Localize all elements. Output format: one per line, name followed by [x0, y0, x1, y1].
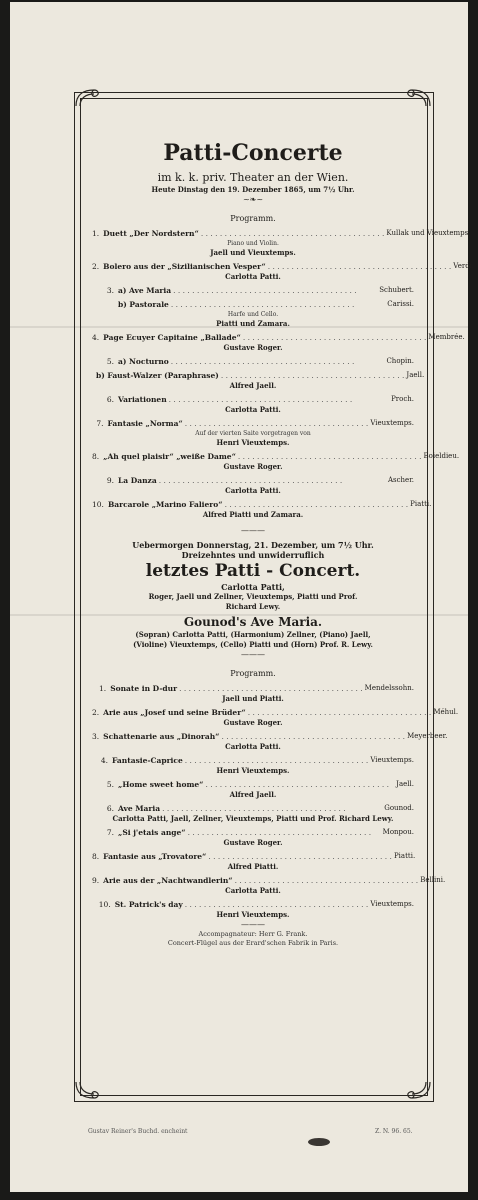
program-composer: Schubert. — [379, 286, 414, 294]
program-performers: Jaell und Vieuxtemps. — [210, 248, 296, 257]
corner-ornament-icon — [402, 86, 432, 110]
poster-content — [92, 140, 475, 948]
program-heading: Programm. — [230, 669, 276, 678]
program-composer: Méhul. — [433, 708, 459, 716]
program-performers: Gustave Roger. — [223, 838, 283, 847]
piano-note: Concert-Flügel aus der Erard'schen Fabrik in Paris. — [167, 939, 339, 947]
dot-leader: . . . . . . . . . . . . . . . . . . . . . . . . . . . . . . . . . . . . . . . — [184, 900, 369, 909]
program-performers: Gustave Roger. — [223, 718, 283, 727]
program-performers: Alfred Jaell. — [229, 790, 277, 799]
program-number: 1. — [99, 684, 107, 693]
program-composer: Boieldieu. — [423, 452, 460, 460]
program-number: 5. — [106, 780, 114, 789]
program-row — [92, 499, 432, 510]
program-list — [92, 683, 459, 920]
program-performers: Carlotta Patti, Jaell, Zellner, Vieuxtemps, Piatti und Prof. Richard Lewy. — [112, 814, 394, 823]
program-number: 8. — [92, 852, 100, 861]
program-row — [92, 332, 465, 343]
dot-leader: . . . . . . . . . . . . . . . . . . . . . . . . . . . . . . . . . . . . . . . — [158, 476, 343, 485]
program-number: 6. — [106, 395, 114, 404]
announcement-subtitle: Dreizehntes und unwiderruflich — [181, 550, 325, 560]
program-piece: Bolero aus der „Sizilianischen Vesper“ — [103, 262, 266, 271]
date-line: Heute Dinstag den 19. Dezember 1865, um 7½ Uhr. — [151, 185, 355, 194]
program-piece: Fantasie-Caprice — [112, 756, 183, 765]
program-performers: Alfred Piatti und Zamara. — [202, 510, 304, 519]
program-composer: Ascher. — [387, 476, 414, 484]
program-list — [92, 228, 475, 520]
cast-line: (Sopran) Carlotta Patti, (Harmonium) Zellner, (Piano) Jaell, — [135, 630, 371, 639]
dot-leader: . . . . . . . . . . . . . . . . . . . . . . . . . . . . . . . . . . . . . . . — [170, 300, 355, 309]
program-piece: a) Nocturno — [118, 357, 169, 366]
rule-divider-icon: ——— — [241, 526, 265, 535]
program-piece: Variationen — [118, 395, 167, 404]
program-row — [92, 475, 414, 486]
program-performers: Carlotta Patti. — [225, 272, 281, 281]
program-piece: Ave Maria — [118, 804, 161, 813]
program-number: 7. — [106, 828, 114, 837]
program-composer: Jaell. — [406, 371, 425, 379]
dot-leader: . . . . . . . . . . . . . . . . . . . . . . . . . . . . . . . . . . . . . . . — [224, 500, 409, 509]
program-performers: Gustave Roger. — [223, 462, 283, 471]
program-piece: Fantasie aus „Trovatore“ — [103, 852, 207, 861]
program-heading: Programm. — [230, 214, 276, 223]
dot-leader: . . . . . . . . . . . . . . . . . . . . . . . . . . . . . . . . . . . . . . . — [162, 804, 346, 813]
program-number: 8. — [92, 452, 100, 461]
program-performers: Carlotta Patti. — [225, 886, 281, 895]
program-piece: „Si j'etais ange“ — [118, 828, 186, 837]
ornament-divider-icon: ~❧~ — [242, 195, 264, 204]
program-composer: Piatti. — [410, 500, 432, 508]
cast-line: (Violine) Vieuxtemps, (Cello) Piatti und (Horn) Prof. R. Lewy. — [133, 640, 373, 649]
program-composer: Gounod. — [384, 804, 414, 812]
program-piece: „Home sweet home“ — [118, 780, 204, 789]
program-row — [92, 731, 448, 742]
program-note: Auf der vierten Saite vorgetragen von — [195, 430, 311, 437]
program-number: 4. — [92, 333, 100, 342]
accompanist-line: Accompagnateur: Herr G. Frank. — [198, 930, 308, 938]
program-row — [92, 451, 460, 462]
program-number: 2. — [92, 262, 100, 271]
program-note: Harfe und Cello. — [227, 311, 279, 318]
print-code: Z. N. 96. 65. — [375, 1128, 413, 1135]
program-performers: Carlotta Patti. — [225, 742, 281, 751]
dot-leader: . . . . . . . . . . . . . . . . . . . . . . . . . . . . . . . . . . . . . . . — [187, 828, 372, 837]
program-performers: Henri Vieuxtemps. — [216, 910, 290, 919]
program-performers: Alfred Piatti. — [227, 862, 279, 871]
program-row — [92, 228, 471, 239]
program-row — [92, 683, 414, 694]
program-piece: Barcarole „Marino Faliero“ — [107, 500, 223, 509]
program-row — [92, 370, 425, 381]
dot-leader: . . . . . . . . . . . . . . . . . . . . . . . . . . . . . . . . . . . . . . . — [170, 357, 355, 366]
program-performers: Jaell und Piatti. — [222, 694, 284, 703]
announcement-highlight: Gounod's Ave Maria. — [183, 615, 323, 629]
venue-line: im k. k. priv. Theater an der Wien. — [157, 171, 349, 184]
program-performers: Henri Vieuxtemps. — [216, 766, 290, 775]
program-performers: Piatti und Zamara. — [216, 319, 290, 328]
program-row — [92, 875, 446, 886]
program-number: 3. — [106, 286, 114, 295]
program-row — [92, 851, 414, 862]
program-performers: Carlotta Patti. — [225, 486, 281, 495]
dot-leader: . . . . . . . . . . . . . . . . . . . . . . . . . . . . . . . . . . . . . . . — [242, 333, 427, 342]
dot-leader: . . . . . . . . . . . . . . . . . . . . . . . . . . . . . . . . . . . . . . . — [237, 452, 422, 461]
program-number: 4. — [100, 756, 109, 765]
program-composer: Vieuxtemps. — [370, 419, 414, 427]
rule-divider-icon: ——— — [241, 650, 265, 659]
dot-leader: . . . . . . . . . . . . . . . . . . . . . . . . . . . . . . . . . . . . . . . — [173, 286, 357, 295]
program-piece: La Danza — [118, 476, 157, 485]
program-row — [92, 827, 414, 838]
program-composer: Chopin. — [386, 357, 414, 365]
dot-leader: . . . . . . . . . . . . . . . . . . . . . . . . . . . . . . . . . . . . . . . — [247, 708, 432, 717]
program-piece: Duett „Der Nordstern“ — [103, 229, 199, 238]
program-number: 6. — [106, 804, 114, 813]
program-row — [92, 707, 459, 718]
program-piece: „Ah quel plaisir“ „weiße Dame“ — [103, 452, 236, 461]
program-note: Piano und Violin. — [227, 240, 279, 247]
program-piece: Arie aus der „Nachtwandlerin“ — [103, 876, 233, 885]
program-composer: Jaell. — [396, 780, 414, 788]
program-number: 3. — [92, 732, 100, 741]
program-number — [92, 299, 118, 310]
program-composer: Proch. — [391, 395, 414, 403]
program-composer: Piatti. — [393, 852, 416, 860]
dot-leader: . . . . . . . . . . . . . . . . . . . . . . . . . . . . . . . . . . . . . . . — [184, 756, 369, 765]
program-composer: Bellini. — [420, 876, 446, 884]
dot-leader: . . . . . . . . . . . . . . . . . . . . . . . . . . . . . . . . . . . . . . . — [234, 876, 419, 885]
program-row — [92, 755, 414, 766]
program-row — [92, 285, 414, 296]
program-composer: Carissi. — [387, 300, 414, 308]
program-number: 10. — [92, 500, 104, 509]
program-piece: St. Patrick's day — [114, 900, 183, 909]
program-composer: Vieuxtemps. — [370, 900, 414, 908]
program-row — [92, 803, 414, 814]
program-composer: Vieuxtemps. — [370, 756, 414, 764]
poster-title: Patti-Concerte — [163, 140, 343, 166]
stain-mark — [308, 1138, 330, 1146]
program-piece: Sonate in D-dur — [110, 684, 178, 693]
program-row — [92, 779, 414, 790]
program-piece: a) Ave Maria — [118, 286, 172, 295]
program-row — [92, 899, 414, 910]
dot-leader: . . . . . . . . . . . . . . . . . . . . . . . . . . . . . . . . . . . . . . . — [267, 262, 452, 271]
dot-leader: . . . . . . . . . . . . . . . . . . . . . . . . . . . . . . . . . . . . . . . — [221, 732, 406, 741]
program-number: 7. — [96, 419, 104, 428]
dot-leader: . . . . . . . . . . . . . . . . . . . . . . . . . . . . . . . . . . . . . . . — [220, 371, 405, 380]
program-number: 5. — [106, 357, 114, 366]
dot-leader: . . . . . . . . . . . . . . . . . . . . . . . . . . . . . . . . . . . . . . . — [184, 419, 369, 428]
program-performers: Carlotta Patti. — [225, 405, 281, 414]
dot-leader: . . . . . . . . . . . . . . . . . . . . . . . . . . . . . . . . . . . . . . . — [208, 852, 392, 861]
printer-imprint: Gustav Reiner's Buchd. encheint — [88, 1128, 188, 1135]
dot-leader: . . . . . . . . . . . . . . . . . . . . . . . . . . . . . . . . . . . . . . . — [200, 229, 385, 238]
program-piece: Page Ecuyer Capitaine „Ballade“ — [103, 333, 241, 342]
dot-leader: . . . . . . . . . . . . . . . . . . . . . . . . . . . . . . . . . . . . . . . — [205, 780, 390, 789]
program-row — [92, 356, 414, 367]
program-number: 1. — [92, 229, 100, 238]
program-composer: Membrée. — [428, 333, 465, 341]
program-piece: b) Faust-Walzer (Paraphrase) — [96, 371, 219, 380]
program-composer: Kullak und Vieuxtemps. — [386, 229, 471, 237]
corner-ornament-icon — [402, 1078, 432, 1102]
program-performers: Alfred Jaell. — [229, 381, 277, 390]
announcement-date: Uebermorgen Donnerstag, 21. Dezember, um 7½ Uhr. — [132, 540, 374, 550]
announcement-line: Richard Lewy. — [225, 602, 281, 611]
program-piece: Schattenarie aus „Dinorah“ — [103, 732, 220, 741]
program-piece: Arie aus „Josef und seine Brüder“ — [103, 708, 246, 717]
program-composer: Mendelssohn. — [364, 684, 414, 692]
corner-ornament-icon — [74, 86, 104, 110]
program-piece: Fantasie „Norma“ — [107, 419, 183, 428]
rule-divider-icon: ——— — [241, 920, 265, 929]
corner-ornament-icon — [74, 1078, 104, 1102]
program-number: 2. — [92, 708, 100, 717]
program-row — [92, 418, 414, 429]
program-composer: Monpou. — [382, 828, 414, 836]
announcement-title: letztes Patti - Concert. — [145, 561, 361, 581]
program-number: 9. — [106, 476, 114, 485]
program-number: 9. — [92, 876, 100, 885]
program-row — [92, 394, 414, 405]
program-composer: Meyerbeer. — [407, 732, 448, 740]
program-performers: Henri Vieuxtemps. — [216, 438, 290, 447]
program-composer: Verdi. — [453, 262, 475, 270]
dot-leader: . . . . . . . . . . . . . . . . . . . . . . . . . . . . . . . . . . . . . . . — [179, 684, 363, 693]
program-row — [92, 299, 414, 310]
program-piece: b) Pastorale — [118, 300, 169, 309]
program-row — [92, 261, 475, 272]
announcement-line: Roger, Jaell und Zellner, Vieuxtemps, Piatti und Prof. — [148, 592, 358, 601]
announcement-artist: Carlotta Patti, — [221, 582, 285, 592]
program-performers: Gustave Roger. — [223, 343, 283, 352]
dot-leader: . . . . . . . . . . . . . . . . . . . . . . . . . . . . . . . . . . . . . . . — [168, 395, 353, 404]
program-number: 10. — [98, 900, 111, 909]
